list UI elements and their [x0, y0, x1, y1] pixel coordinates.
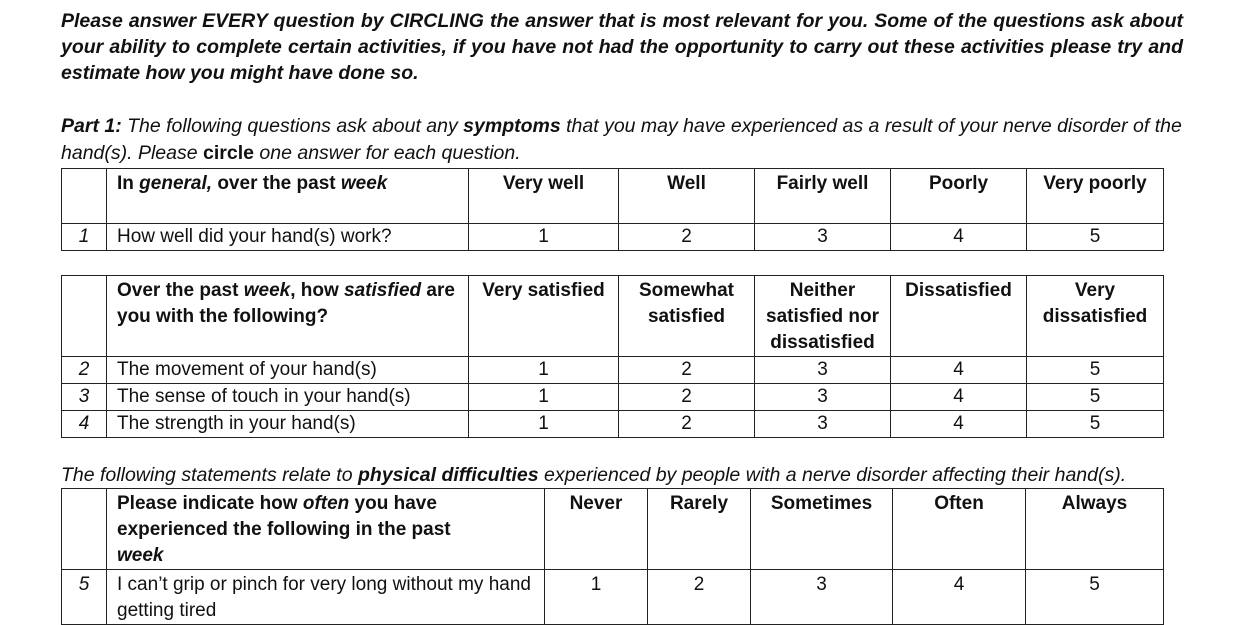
answer-option[interactable]: 4: [891, 411, 1027, 438]
physical-text-a: The following statements relate to: [61, 464, 358, 486]
header-satisfied: satisfied: [344, 280, 422, 301]
physical-bold: physical difficulties: [358, 464, 539, 486]
header-often: often: [302, 493, 350, 514]
satisfaction-table: [61, 275, 1164, 438]
part1-text-b: that you may have experienced as a result of your nerve disorder of the hand(s).: [61, 115, 1182, 164]
header-text: Please indicate how: [117, 493, 303, 514]
part1-text-d: one answer for each question.: [253, 142, 521, 164]
answer-option[interactable]: 1: [469, 357, 619, 384]
column-header: Often: [893, 489, 1026, 570]
answer-option[interactable]: 3: [755, 411, 891, 438]
answer-option[interactable]: 5: [1027, 224, 1164, 251]
answer-option[interactable]: 2: [619, 384, 755, 411]
column-header: Fairly well: [755, 169, 891, 224]
answer-option[interactable]: 3: [751, 570, 893, 625]
column-header: Never: [545, 489, 648, 570]
question-text: The movement of your hand(s): [107, 357, 469, 384]
answer-option[interactable]: 4: [893, 570, 1026, 625]
question-header: [107, 489, 545, 570]
part1-circle: circle: [203, 142, 254, 164]
part1-symptoms: symptoms: [463, 115, 561, 137]
header-week: week: [243, 280, 291, 301]
number-header-cell: [62, 489, 107, 570]
physical-difficulties-intro: [61, 462, 1183, 489]
question-text: The strength in your hand(s): [107, 411, 469, 438]
answer-option[interactable]: 4: [891, 224, 1027, 251]
answer-option[interactable]: 5: [1026, 570, 1164, 625]
answer-option[interactable]: 3: [755, 357, 891, 384]
answer-option[interactable]: 5: [1027, 357, 1164, 384]
table-row: [62, 411, 1164, 438]
question-number: 1: [62, 224, 107, 251]
header-week: week: [117, 545, 164, 566]
physical-text-b: experienced by people with a nerve disorder affecting their hand(s).: [538, 464, 1127, 486]
header-text: are you with the following?: [117, 280, 455, 327]
answer-option[interactable]: 4: [891, 384, 1027, 411]
question-number: 2: [62, 357, 107, 384]
table-row: [62, 384, 1164, 411]
instructions-text: Please answer EVERY question by CIRCLING the answer that is most relevant for you. Some of the questions ask about your ability to complete certain activities, if you have not had the opportunity to carry out these activities please try and estimate how you might have done so.: [61, 10, 1183, 84]
column-header: Rarely: [648, 489, 751, 570]
header-text: , how: [290, 280, 345, 301]
column-header: Sometimes: [751, 489, 893, 570]
header-week: week: [340, 173, 388, 194]
answer-option[interactable]: 3: [755, 224, 891, 251]
table-row: [62, 570, 1164, 625]
answer-option[interactable]: 1: [469, 411, 619, 438]
question-number: 5: [62, 570, 107, 625]
column-header: Very poorly: [1027, 169, 1164, 224]
column-header: Very dissatisfied: [1027, 276, 1164, 357]
answer-option[interactable]: 2: [619, 357, 755, 384]
column-header: Somewhat satisfied: [619, 276, 755, 357]
answer-option[interactable]: 2: [619, 224, 755, 251]
physical-difficulties-table: [61, 488, 1164, 625]
answer-option[interactable]: 1: [545, 570, 648, 625]
question-header: [107, 276, 469, 357]
number-header-cell: [62, 169, 107, 224]
table-row: [62, 224, 1164, 251]
header-text: you have experienced the following in the past: [117, 493, 451, 540]
header-text: over the past: [212, 173, 341, 194]
column-header: Well: [619, 169, 755, 224]
question-number: 3: [62, 384, 107, 411]
column-header: Dissatisfied: [891, 276, 1027, 357]
column-header: Poorly: [891, 169, 1027, 224]
column-header: Neither satisfied nor dissatisfied: [755, 276, 891, 357]
part1-label: Part 1:: [61, 115, 122, 137]
question-text: How well did your hand(s) work?: [107, 224, 469, 251]
column-header: Always: [1026, 489, 1164, 570]
header-general: general,: [139, 173, 213, 194]
header-text: Over the past: [117, 280, 244, 301]
answer-option[interactable]: 5: [1027, 384, 1164, 411]
column-header: Very well: [469, 169, 619, 224]
part1-text-c: Please: [132, 142, 204, 164]
table-row: [62, 357, 1164, 384]
general-function-table: [61, 168, 1164, 251]
part1-text-a: The following questions ask about any: [121, 115, 464, 137]
question-header: [107, 169, 469, 224]
question-number: 4: [62, 411, 107, 438]
question-text: The sense of touch in your hand(s): [107, 384, 469, 411]
table-header-row: [62, 169, 1164, 224]
question-text: I can’t grip or pinch for very long without my hand getting tired: [107, 570, 545, 625]
answer-option[interactable]: 5: [1027, 411, 1164, 438]
answer-option[interactable]: 1: [469, 384, 619, 411]
answer-option[interactable]: 3: [755, 384, 891, 411]
answer-option[interactable]: 1: [469, 224, 619, 251]
number-header-cell: [62, 276, 107, 357]
table-header-row: [62, 276, 1164, 357]
column-header: Very satisfied: [469, 276, 619, 357]
answer-option[interactable]: 2: [648, 570, 751, 625]
answer-option[interactable]: 4: [891, 357, 1027, 384]
table-header-row: [62, 489, 1164, 570]
header-text: In: [117, 173, 140, 194]
answer-option[interactable]: 2: [619, 411, 755, 438]
part1-intro: [61, 113, 1183, 167]
